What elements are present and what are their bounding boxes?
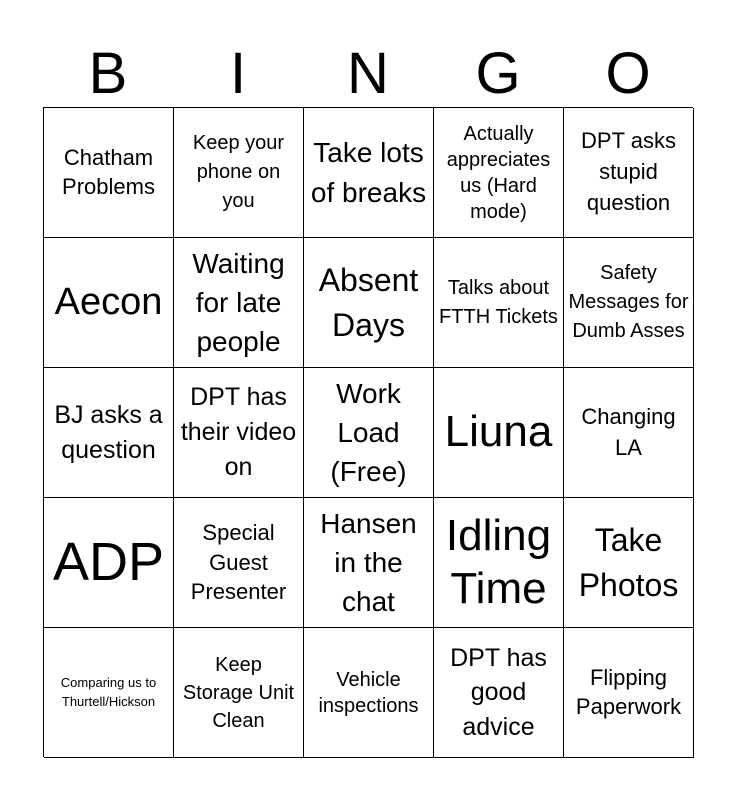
bingo-grid [43,107,693,757]
cell-text: Keep Storage Unit Clean [182,653,295,732]
bingo-cell-r4c3[interactable] [304,498,434,628]
bingo-cell-r4c2[interactable] [174,498,304,628]
bingo-cell-r3c1[interactable] [44,368,174,498]
header-letter-n: N [347,41,389,106]
cell-text: Keep your phone on you [192,132,285,212]
bingo-cell-r5c3[interactable] [304,628,434,758]
bingo-cell-r1c4[interactable] [434,108,564,238]
header-letter-g: G [475,41,521,106]
bingo-cell-r4c1[interactable] [44,498,174,628]
bingo-cell-r5c4[interactable] [434,628,564,758]
cell-text: BJ asks a question [54,400,163,464]
bingo-cell-r2c2[interactable] [174,238,304,368]
cell-text: Vehicle inspections [318,668,419,717]
cell-text: Safety Messages for Dumb Asses [568,262,689,342]
bingo-cell-r3c2[interactable] [174,368,304,498]
cell-text: Absent Days [318,262,419,343]
header-letter-i: I [229,41,247,106]
bingo-cell-r5c1[interactable] [44,628,174,758]
header-letter-o: O [605,41,651,106]
bingo-cell-r2c3[interactable] [304,238,434,368]
bingo-cell-r4c4[interactable] [434,498,564,628]
bingo-cell-r4c5[interactable] [564,498,694,628]
cell-text: Changing LA [581,403,676,460]
cell-text: Hansen in the chat [320,507,417,618]
bingo-cell-r1c3[interactable] [304,108,434,238]
bingo-cell-r1c2[interactable] [174,108,304,238]
cell-text: Waiting for late people [192,247,285,358]
cell-text: DPT has good advice [450,643,547,741]
bingo-cell-r5c2[interactable] [174,628,304,758]
bingo-cell-r5c5[interactable] [564,628,694,758]
cell-text: Actually appreciates us (Hard mode) [446,122,551,223]
bingo-cell-r3c5[interactable] [564,368,694,498]
bingo-cell-r1c5[interactable] [564,108,694,238]
cell-text: Idling Time [445,510,552,613]
bingo-cell-r2c1[interactable] [44,238,174,368]
cell-text: Take lots of breaks [310,137,427,208]
bingo-cell-r3c4[interactable] [434,368,564,498]
bingo-header [43,40,693,108]
cell-text: DPT has their video on [180,383,297,481]
header-letter-b: B [88,41,128,106]
cell-text: Talks about FTTH Tickets [439,276,558,328]
cell-text: Aecon [54,280,163,323]
bingo-cell-r1c1[interactable] [44,108,174,238]
bingo-cell-r3c3[interactable] [304,368,434,498]
cell-text: Special Guest Presenter [190,519,287,605]
cell-text: DPT asks stupid question [581,128,676,215]
cell-text: Comparing us to Thurtell/Hickson [60,675,157,709]
bingo-cell-r2c5[interactable] [564,238,694,368]
cell-text: Take Photos [578,522,679,603]
cell-text: Chatham Problems [62,144,155,199]
bingo-cell-r2c4[interactable] [434,238,564,368]
cell-text: ADP [52,531,165,592]
cell-text: Work Load (Free) [330,377,407,488]
cell-text: Liuna [444,407,553,457]
cell-text: Flipping Paperwork [575,664,682,719]
